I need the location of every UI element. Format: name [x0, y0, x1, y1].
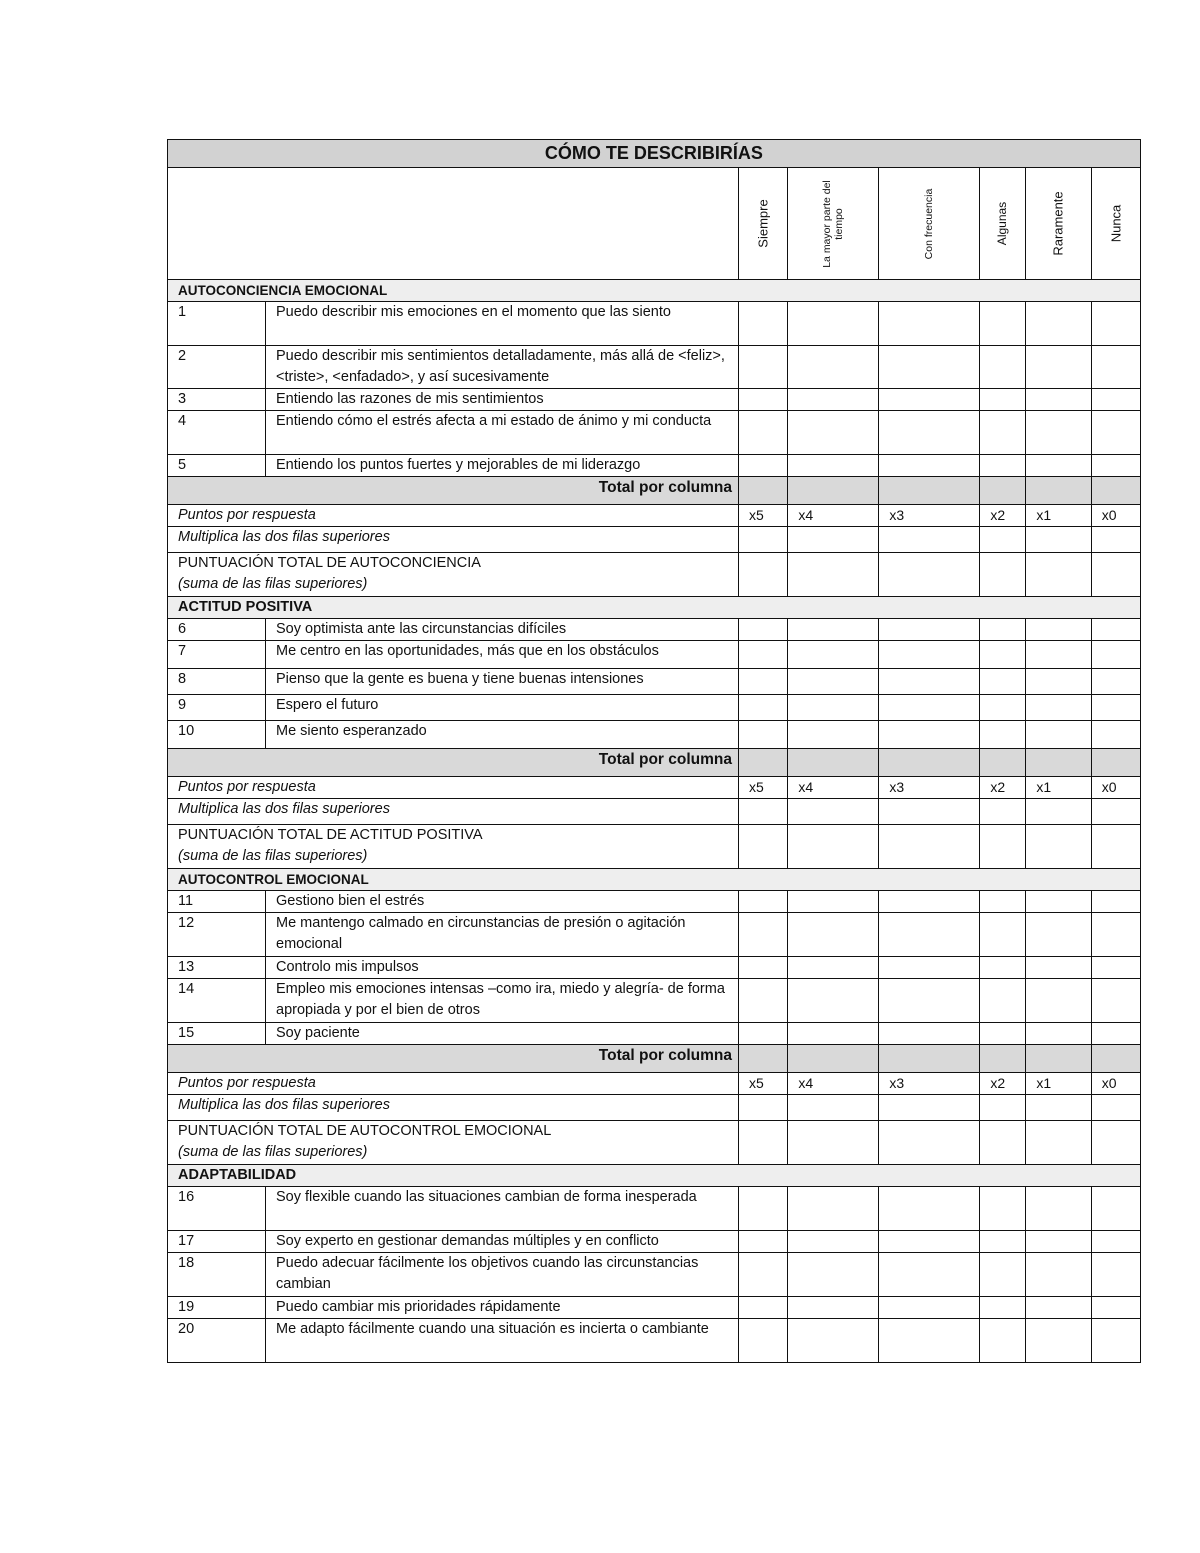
question-row [168, 1231, 1141, 1253]
question-number: 15 [168, 1023, 266, 1045]
question-answer-cell[interactable] [1026, 302, 1091, 346]
score-answer-cell[interactable] [879, 553, 980, 597]
section-header: ACTITUD POSITIVA [168, 597, 1141, 619]
points-multiplier: x5 [739, 1073, 788, 1095]
question-answer-cell[interactable] [879, 891, 980, 913]
question-row [168, 957, 1141, 979]
question-answer-cell[interactable] [1026, 1023, 1091, 1045]
points-multiplier: x1 [1026, 777, 1091, 799]
score-answer-cell[interactable] [980, 553, 1026, 597]
question-number: 10 [168, 721, 266, 749]
header-blank-cell [168, 168, 739, 280]
section-score-title: PUNTUACIÓN TOTAL DE AUTOCONTROL EMOCIONAL [178, 1123, 552, 1139]
column-total-label: Total por columna [168, 1045, 739, 1073]
question-answer-cell[interactable] [1091, 721, 1140, 749]
points-row [168, 505, 1141, 527]
points-multiplier: x0 [1091, 505, 1140, 527]
question-row [168, 1023, 1141, 1045]
question-answer-cell[interactable] [879, 695, 980, 721]
question-row [168, 619, 1141, 641]
question-answer-cell[interactable] [1026, 669, 1091, 695]
question-answer-cell[interactable] [788, 1297, 879, 1319]
points-multiplier: x3 [879, 1073, 980, 1095]
column-header-con-frecuencia: Con frecuencia [879, 168, 980, 280]
question-answer-cell[interactable] [1026, 891, 1091, 913]
total-answer-cell[interactable] [879, 1045, 980, 1073]
question-row [168, 1253, 1141, 1297]
question-answer-cell[interactable] [739, 455, 788, 477]
question-text: Soy paciente [266, 1023, 739, 1045]
question-answer-cell[interactable] [879, 619, 980, 641]
question-answer-cell[interactable] [788, 346, 879, 389]
total-answer-cell[interactable] [788, 477, 879, 505]
question-row [168, 302, 1141, 346]
question-number: 14 [168, 979, 266, 1023]
question-answer-cell[interactable] [739, 957, 788, 979]
question-answer-cell[interactable] [980, 1319, 1026, 1363]
question-answer-cell[interactable] [980, 641, 1026, 669]
column-header-siempre: Siempre [739, 168, 788, 280]
multiply-row [168, 527, 1141, 553]
question-number: 7 [168, 641, 266, 669]
question-answer-cell[interactable] [1091, 641, 1140, 669]
question-text: Pienso que la gente es buena y tiene buenas intensiones [266, 669, 739, 695]
total-answer-cell[interactable] [1091, 477, 1140, 505]
question-answer-cell[interactable] [739, 721, 788, 749]
total-answer-cell[interactable] [1026, 749, 1091, 777]
question-answer-cell[interactable] [1091, 913, 1140, 957]
points-label: Puntos por respuesta [168, 777, 739, 799]
question-answer-cell[interactable] [1026, 346, 1091, 389]
multiply-answer-cell[interactable] [879, 799, 980, 825]
question-answer-cell[interactable] [879, 641, 980, 669]
question-answer-cell[interactable] [788, 1023, 879, 1045]
question-answer-cell[interactable] [879, 302, 980, 346]
question-answer-cell[interactable] [739, 1023, 788, 1045]
question-answer-cell[interactable] [788, 695, 879, 721]
question-text: Entiendo las razones de mis sentimientos [266, 389, 739, 411]
question-answer-cell[interactable] [739, 979, 788, 1023]
question-number: 19 [168, 1297, 266, 1319]
question-answer-cell[interactable] [1026, 957, 1091, 979]
question-answer-cell[interactable] [980, 721, 1026, 749]
question-answer-cell[interactable] [1026, 389, 1091, 411]
column-total-label: Total por columna [168, 749, 739, 777]
score-answer-cell[interactable] [879, 1121, 980, 1165]
question-row [168, 695, 1141, 721]
points-multiplier: x2 [980, 505, 1026, 527]
score-answer-cell[interactable] [739, 553, 788, 597]
question-answer-cell[interactable] [1026, 1187, 1091, 1231]
multiply-answer-cell[interactable] [1091, 527, 1140, 553]
multiply-answer-cell[interactable] [1026, 799, 1091, 825]
multiply-answer-cell[interactable] [980, 1095, 1026, 1121]
question-row [168, 979, 1141, 1023]
score-answer-cell[interactable] [879, 825, 980, 869]
question-row [168, 346, 1141, 389]
question-answer-cell[interactable] [980, 695, 1026, 721]
question-answer-cell[interactable] [1091, 1231, 1140, 1253]
question-row [168, 411, 1141, 455]
question-number: 13 [168, 957, 266, 979]
points-multiplier: x2 [980, 777, 1026, 799]
points-multiplier: x4 [788, 777, 879, 799]
question-answer-cell[interactable] [1026, 695, 1091, 721]
question-answer-cell[interactable] [788, 1231, 879, 1253]
multiply-label: Multiplica las dos filas superiores [168, 1095, 739, 1121]
multiply-answer-cell[interactable] [1091, 799, 1140, 825]
question-answer-cell[interactable] [879, 1231, 980, 1253]
points-multiplier: x3 [879, 777, 980, 799]
points-multiplier: x4 [788, 505, 879, 527]
question-answer-cell[interactable] [1091, 891, 1140, 913]
question-answer-cell[interactable] [1026, 1297, 1091, 1319]
question-row [168, 1319, 1141, 1363]
section-score-title: PUNTUACIÓN TOTAL DE ACTITUD POSITIVA [178, 827, 483, 843]
points-multiplier: x1 [1026, 505, 1091, 527]
total-answer-cell[interactable] [739, 1045, 788, 1073]
question-answer-cell[interactable] [1091, 455, 1140, 477]
question-answer-cell[interactable] [980, 1253, 1026, 1297]
column-total-row [168, 749, 1141, 777]
question-text: Me centro en las oportunidades, más que en los obstáculos [266, 641, 739, 669]
question-answer-cell[interactable] [788, 411, 879, 455]
question-answer-cell[interactable] [980, 891, 1026, 913]
question-answer-cell[interactable] [980, 957, 1026, 979]
question-answer-cell[interactable] [1026, 1319, 1091, 1363]
question-answer-cell[interactable] [788, 957, 879, 979]
score-answer-cell[interactable] [1091, 1121, 1140, 1165]
question-row [168, 721, 1141, 749]
question-answer-cell[interactable] [1091, 389, 1140, 411]
question-answer-cell[interactable] [1026, 913, 1091, 957]
question-text: Puedo describir mis sentimientos detalladamente, más allá de <feliz>, <triste>, <enfadado>, y así sucesivamente [266, 346, 739, 389]
section-score-note: (suma de las filas superiores) [178, 1144, 368, 1160]
question-answer-cell[interactable] [1091, 979, 1140, 1023]
question-answer-cell[interactable] [980, 913, 1026, 957]
section-score-note: (suma de las filas superiores) [178, 576, 368, 592]
question-answer-cell[interactable] [879, 1187, 980, 1231]
question-row [168, 641, 1141, 669]
question-answer-cell[interactable] [1091, 619, 1140, 641]
score-answer-cell[interactable] [788, 1121, 879, 1165]
question-text: Puedo describir mis emociones en el momento que las siento [266, 302, 739, 346]
question-text: Me siento esperanzado [266, 721, 739, 749]
question-text: Puedo cambiar mis prioridades rápidamente [266, 1297, 739, 1319]
multiply-answer-cell[interactable] [739, 527, 788, 553]
total-answer-cell[interactable] [1091, 1045, 1140, 1073]
question-answer-cell[interactable] [1026, 979, 1091, 1023]
question-answer-cell[interactable] [1026, 1231, 1091, 1253]
total-answer-cell[interactable] [879, 749, 980, 777]
question-answer-cell[interactable] [1091, 1187, 1140, 1231]
question-answer-cell[interactable] [788, 669, 879, 695]
multiply-answer-cell[interactable] [879, 1095, 980, 1121]
question-answer-cell[interactable] [879, 1297, 980, 1319]
question-answer-cell[interactable] [739, 619, 788, 641]
points-multiplier: x3 [879, 505, 980, 527]
question-answer-cell[interactable] [980, 1023, 1026, 1045]
question-answer-cell[interactable] [879, 389, 980, 411]
question-answer-cell[interactable] [1026, 641, 1091, 669]
question-answer-cell[interactable] [1026, 619, 1091, 641]
total-answer-cell[interactable] [980, 749, 1026, 777]
score-answer-cell[interactable] [788, 553, 879, 597]
question-row [168, 1297, 1141, 1319]
question-answer-cell[interactable] [788, 913, 879, 957]
score-answer-cell[interactable] [1026, 553, 1091, 597]
question-text: Me adapto fácilmente cuando una situación es incierta o cambiante [266, 1319, 739, 1363]
multiply-row [168, 1095, 1141, 1121]
score-answer-cell[interactable] [739, 1121, 788, 1165]
score-answer-cell[interactable] [1091, 825, 1140, 869]
question-answer-cell[interactable] [1091, 411, 1140, 455]
question-number: 20 [168, 1319, 266, 1363]
score-answer-cell[interactable] [788, 825, 879, 869]
points-multiplier: x2 [980, 1073, 1026, 1095]
question-answer-cell[interactable] [980, 389, 1026, 411]
points-multiplier: x0 [1091, 1073, 1140, 1095]
question-answer-cell[interactable] [739, 1297, 788, 1319]
question-number: 6 [168, 619, 266, 641]
table-title: CÓMO TE DESCRIBIRÍAS [168, 140, 1141, 168]
score-answer-cell[interactable] [1091, 553, 1140, 597]
question-answer-cell[interactable] [788, 1253, 879, 1297]
question-text: Gestiono bien el estrés [266, 891, 739, 913]
section-score-label [168, 553, 739, 597]
total-answer-cell[interactable] [1026, 477, 1091, 505]
question-number: 5 [168, 455, 266, 477]
question-text: Puedo adecuar fácilmente los objetivos cuando las circunstancias cambian [266, 1253, 739, 1297]
total-answer-cell[interactable] [980, 477, 1026, 505]
points-multiplier: x5 [739, 505, 788, 527]
question-answer-cell[interactable] [739, 302, 788, 346]
section-score-row [168, 825, 1141, 869]
multiply-row [168, 799, 1141, 825]
question-answer-cell[interactable] [788, 619, 879, 641]
question-number: 1 [168, 302, 266, 346]
column-header-raramente: Raramente [1026, 168, 1091, 280]
question-answer-cell[interactable] [1091, 669, 1140, 695]
question-answer-cell[interactable] [1026, 1253, 1091, 1297]
question-text: Entiendo los puntos fuertes y mejorables de mi liderazgo [266, 455, 739, 477]
question-text: Empleo mis emociones intensas –como ira, miedo y alegría- de forma apropiada y por el bien de otros [266, 979, 739, 1023]
multiply-answer-cell[interactable] [788, 527, 879, 553]
question-answer-cell[interactable] [879, 411, 980, 455]
question-answer-cell[interactable] [739, 1253, 788, 1297]
total-answer-cell[interactable] [879, 477, 980, 505]
score-answer-cell[interactable] [1026, 1121, 1091, 1165]
question-row [168, 1187, 1141, 1231]
question-answer-cell[interactable] [1026, 721, 1091, 749]
question-answer-cell[interactable] [739, 891, 788, 913]
question-text: Soy flexible cuando las situaciones cambian de forma inesperada [266, 1187, 739, 1231]
question-answer-cell[interactable] [879, 1023, 980, 1045]
question-number: 8 [168, 669, 266, 695]
question-answer-cell[interactable] [739, 1231, 788, 1253]
question-answer-cell[interactable] [1091, 346, 1140, 389]
section-header: ADAPTABILIDAD [168, 1165, 1141, 1187]
question-answer-cell[interactable] [879, 1319, 980, 1363]
question-answer-cell[interactable] [980, 455, 1026, 477]
multiply-answer-cell[interactable] [739, 1095, 788, 1121]
column-header-nunca: Nunca [1091, 168, 1140, 280]
question-text: Me mantengo calmado en circunstancias de presión o agitación emocional [266, 913, 739, 957]
score-answer-cell[interactable] [980, 825, 1026, 869]
question-answer-cell[interactable] [1091, 1023, 1140, 1045]
question-answer-cell[interactable] [739, 346, 788, 389]
question-answer-cell[interactable] [739, 669, 788, 695]
section-score-row [168, 553, 1141, 597]
question-number: 11 [168, 891, 266, 913]
question-row [168, 913, 1141, 957]
total-answer-cell[interactable] [1091, 749, 1140, 777]
question-answer-cell[interactable] [739, 695, 788, 721]
points-multiplier: x1 [1026, 1073, 1091, 1095]
score-answer-cell[interactable] [1026, 825, 1091, 869]
multiply-answer-cell[interactable] [980, 799, 1026, 825]
multiply-answer-cell[interactable] [739, 799, 788, 825]
question-answer-cell[interactable] [788, 641, 879, 669]
multiply-answer-cell[interactable] [1026, 1095, 1091, 1121]
question-answer-cell[interactable] [980, 302, 1026, 346]
question-number: 17 [168, 1231, 266, 1253]
question-number: 12 [168, 913, 266, 957]
question-number: 16 [168, 1187, 266, 1231]
column-total-row [168, 1045, 1141, 1073]
question-answer-cell[interactable] [739, 411, 788, 455]
question-row [168, 669, 1141, 695]
section-score-title: PUNTUACIÓN TOTAL DE AUTOCONCIENCIA [178, 555, 481, 571]
questionnaire-table [167, 139, 1141, 1363]
points-label: Puntos por respuesta [168, 1073, 739, 1095]
question-answer-cell[interactable] [739, 1187, 788, 1231]
question-answer-cell[interactable] [879, 957, 980, 979]
multiply-answer-cell[interactable] [1026, 527, 1091, 553]
question-answer-cell[interactable] [1026, 455, 1091, 477]
question-text: Entiendo cómo el estrés afecta a mi estado de ánimo y mi conducta [266, 411, 739, 455]
column-header-algunas: Algunas [980, 168, 1026, 280]
total-answer-cell[interactable] [980, 1045, 1026, 1073]
question-answer-cell[interactable] [980, 979, 1026, 1023]
total-answer-cell[interactable] [788, 1045, 879, 1073]
total-answer-cell[interactable] [739, 749, 788, 777]
points-label: Puntos por respuesta [168, 505, 739, 527]
column-header-mayor-parte: La mayor parte del tiempo [788, 168, 879, 280]
question-answer-cell[interactable] [788, 389, 879, 411]
question-answer-cell[interactable] [980, 411, 1026, 455]
column-total-label: Total por columna [168, 477, 739, 505]
column-total-row [168, 477, 1141, 505]
question-answer-cell[interactable] [879, 455, 980, 477]
question-number: 9 [168, 695, 266, 721]
question-answer-cell[interactable] [879, 669, 980, 695]
question-answer-cell[interactable] [1091, 1253, 1140, 1297]
score-answer-cell[interactable] [739, 825, 788, 869]
points-row [168, 777, 1141, 799]
question-answer-cell[interactable] [1091, 695, 1140, 721]
question-answer-cell[interactable] [879, 721, 980, 749]
question-answer-cell[interactable] [980, 1231, 1026, 1253]
question-answer-cell[interactable] [739, 389, 788, 411]
total-answer-cell[interactable] [739, 477, 788, 505]
question-text: Soy optimista ante las circunstancias difíciles [266, 619, 739, 641]
question-row [168, 891, 1141, 913]
multiply-answer-cell[interactable] [1091, 1095, 1140, 1121]
section-header: AUTOCONTROL EMOCIONAL [168, 869, 1141, 891]
question-answer-cell[interactable] [739, 641, 788, 669]
question-text: Controlo mis impulsos [266, 957, 739, 979]
points-multiplier: x5 [739, 777, 788, 799]
section-score-note: (suma de las filas superiores) [178, 848, 368, 864]
question-row [168, 389, 1141, 411]
section-score-label [168, 825, 739, 869]
question-answer-cell[interactable] [788, 1319, 879, 1363]
multiply-label: Multiplica las dos filas superiores [168, 527, 739, 553]
question-answer-cell[interactable] [788, 979, 879, 1023]
total-answer-cell[interactable] [1026, 1045, 1091, 1073]
question-number: 18 [168, 1253, 266, 1297]
question-answer-cell[interactable] [1091, 1319, 1140, 1363]
question-answer-cell[interactable] [980, 619, 1026, 641]
section-score-row [168, 1121, 1141, 1165]
question-answer-cell[interactable] [879, 346, 980, 389]
question-number: 2 [168, 346, 266, 389]
question-answer-cell[interactable] [788, 891, 879, 913]
multiply-answer-cell[interactable] [980, 527, 1026, 553]
question-answer-cell[interactable] [1091, 302, 1140, 346]
question-answer-cell[interactable] [788, 1187, 879, 1231]
question-answer-cell[interactable] [980, 669, 1026, 695]
question-answer-cell[interactable] [739, 913, 788, 957]
section-header: AUTOCONCIENCIA EMOCIONAL [168, 280, 1141, 302]
question-row [168, 455, 1141, 477]
question-answer-cell[interactable] [980, 1297, 1026, 1319]
question-answer-cell[interactable] [1091, 1297, 1140, 1319]
question-answer-cell[interactable] [788, 455, 879, 477]
question-text: Espero el futuro [266, 695, 739, 721]
question-answer-cell[interactable] [1026, 411, 1091, 455]
question-answer-cell[interactable] [980, 1187, 1026, 1231]
question-answer-cell[interactable] [980, 346, 1026, 389]
multiply-answer-cell[interactable] [788, 1095, 879, 1121]
question-answer-cell[interactable] [788, 302, 879, 346]
multiply-label: Multiplica las dos filas superiores [168, 799, 739, 825]
question-answer-cell[interactable] [879, 1253, 980, 1297]
points-multiplier: x4 [788, 1073, 879, 1095]
total-answer-cell[interactable] [788, 749, 879, 777]
question-answer-cell[interactable] [788, 721, 879, 749]
multiply-answer-cell[interactable] [879, 527, 980, 553]
question-answer-cell[interactable] [739, 1319, 788, 1363]
question-number: 3 [168, 389, 266, 411]
question-text: Soy experto en gestionar demandas múltiples y en conflicto [266, 1231, 739, 1253]
question-answer-cell[interactable] [879, 913, 980, 957]
points-multiplier: x0 [1091, 777, 1140, 799]
section-score-label [168, 1121, 739, 1165]
question-answer-cell[interactable] [1091, 957, 1140, 979]
question-number: 4 [168, 411, 266, 455]
question-answer-cell[interactable] [879, 979, 980, 1023]
points-row [168, 1073, 1141, 1095]
score-answer-cell[interactable] [980, 1121, 1026, 1165]
multiply-answer-cell[interactable] [788, 799, 879, 825]
